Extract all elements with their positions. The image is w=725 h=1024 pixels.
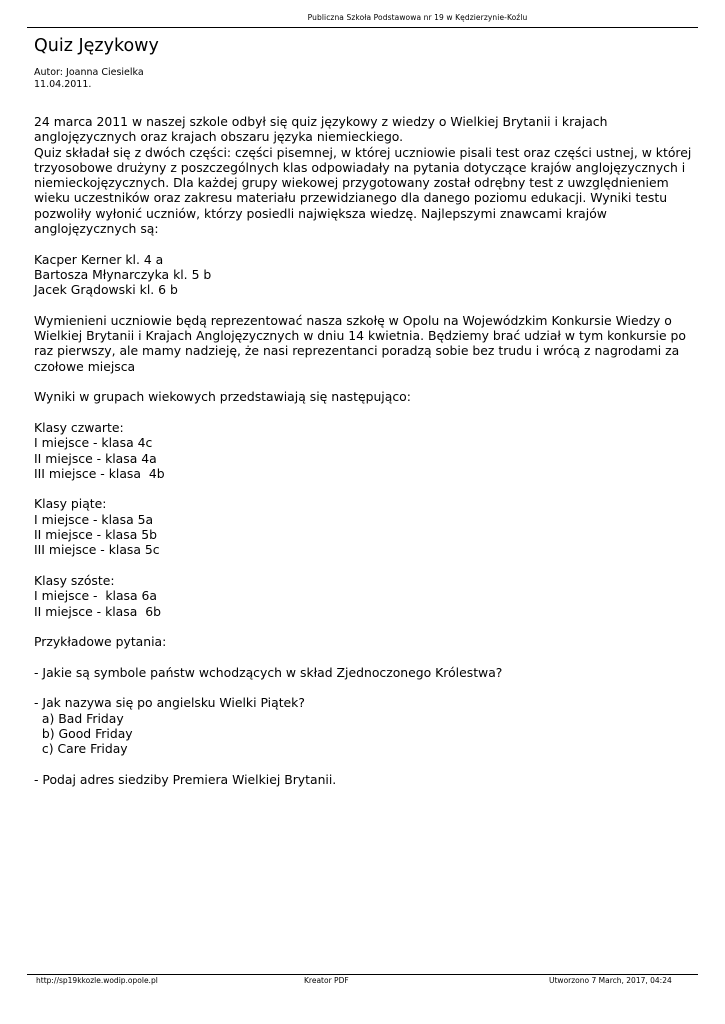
question-1: - Jakie są symbole państw wchodzących w skład Zjednoczonego Królestwa? xyxy=(34,664,503,680)
description-text: Quiz składał się z dwóch części: części pisemnej, w której uczniowie pisali test oraz części ustnej, w której trzyosobowe drużyny z poszczególnych klas odpowiadały na pytania dotyczące krajów anglojęzycznych i niemieckojęzycznych. Dla każdej grupy wiekowej przygotowany został odrębny test z uwzględnieniem wieku uczestników oraz zakresu materiału przewidzianego dla danego poziomu edukacji. Wyniki testu pozwoliły wyłonić uczniów, którzy posiedli największa wiedzę. Najlepszymi znawcami krajów anglojęzycznych są: xyxy=(34,144,692,237)
question-2: - Jak nazywa się po angielsku Wielki Piątek? xyxy=(34,695,305,711)
group-sixth-grade xyxy=(34,573,694,619)
article-date: 11.04.2011. xyxy=(34,79,92,90)
group-place: II miejsce - klasa 5b xyxy=(34,527,158,543)
question-option: a) Bad Friday xyxy=(34,710,124,726)
winners-list xyxy=(34,252,694,298)
group-place: I miejsce - klasa 5a xyxy=(34,511,154,527)
footer-generator: Kreator PDF xyxy=(304,976,349,985)
group-fifth-grade xyxy=(34,496,694,557)
group-place: II miejsce - klasa 6b xyxy=(34,603,161,619)
winner-item: Kacper Kerner kl. 4 a xyxy=(34,251,164,267)
representation-paragraph: Wymienieni uczniowie będą reprezentować nasza szkołę w Opolu na Wojewódzkim Konkursie Wiedzy o Wielkiej Brytanii i Krajach Anglojęzycznych w dniu 14 kwietnia. Będziemy brać udział w tym konkursie po raz pierwszy, ale mamy nadzieję, że nasi reprezentanci poradzą sobie bez trudu i wrócą z nagrodami za czołowe miejsca xyxy=(34,312,686,374)
article-meta xyxy=(34,67,144,91)
page-title: Quiz Językowy xyxy=(34,36,159,56)
intro-text: 24 marca 2011 w naszej szkole odbył się quiz językowy z wiedzy o Wielkiej Brytanii i krajach anglojęzycznych oraz krajach obszaru języka niemieckiego. xyxy=(34,114,608,145)
group-place: II miejsce - klasa 4a xyxy=(34,450,157,466)
question-option: c) Care Friday xyxy=(34,741,128,757)
group-fourth-grade xyxy=(34,420,694,481)
intro-paragraph xyxy=(34,114,694,236)
footer-divider xyxy=(27,974,698,975)
question-3: - Podaj adres siedziby Premiera Wielkiej Brytanii. xyxy=(34,771,337,787)
results-intro: Wyniki w grupach wiekowych przedstawiają się następująco: xyxy=(34,389,411,405)
author-line: Autor: Joanna Ciesielka xyxy=(34,67,144,78)
group-place: I miejsce - klasa 4c xyxy=(34,435,153,451)
group-place: I miejsce - klasa 6a xyxy=(34,588,158,604)
group-heading: Klasy czwarte: xyxy=(34,419,124,435)
group-place: III miejsce - klasa 4b xyxy=(34,465,165,481)
article-body xyxy=(34,114,694,802)
questions-heading: Przykładowe pytania: xyxy=(34,634,167,650)
header-divider xyxy=(27,27,698,28)
group-heading: Klasy szóste: xyxy=(34,572,115,588)
winner-item: Jacek Grądowski kl. 6 b xyxy=(34,282,178,298)
footer-created: Utworzono 7 March, 2017, 04:24 xyxy=(549,976,672,985)
question-2-block xyxy=(34,695,694,756)
footer-url[interactable]: http://sp19kkozle.wodip.opole.pl xyxy=(36,976,158,985)
group-place: III miejsce - klasa 5c xyxy=(34,542,160,558)
question-option: b) Good Friday xyxy=(34,725,133,741)
winner-item: Bartosza Młynarczyka kl. 5 b xyxy=(34,266,212,282)
page-header-school: Publiczna Szkoła Podstawowa nr 19 w Kędzierzynie-Koźlu xyxy=(307,13,528,22)
group-heading: Klasy piąte: xyxy=(34,496,107,512)
